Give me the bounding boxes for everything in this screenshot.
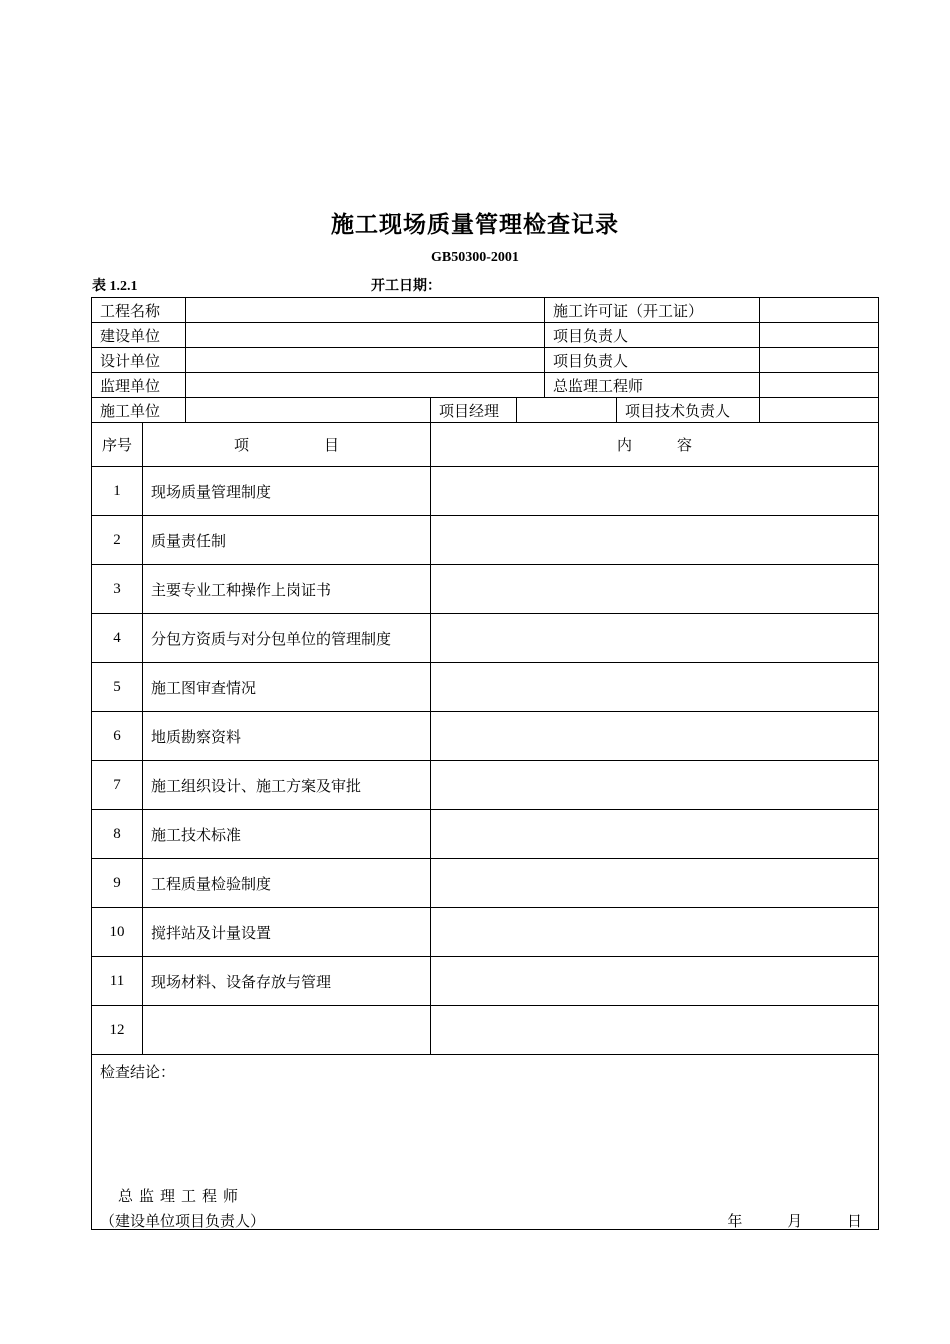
table-row — [92, 712, 879, 761]
day-label: 日 — [847, 1212, 863, 1230]
page-title: 施工现场质量管理检查记录 — [331, 211, 619, 238]
month-label: 月 — [787, 1212, 803, 1230]
item-number: 2 — [92, 516, 143, 565]
item-header: 项 目 — [143, 423, 431, 467]
signature-date — [687, 1210, 862, 1230]
table-row — [92, 467, 879, 516]
item-content[interactable] — [431, 614, 879, 663]
item-name: 地质勘察资料 — [143, 712, 431, 761]
inspection-table — [91, 297, 879, 1230]
builder-manager-label: 项目负责人 — [545, 323, 760, 348]
item-name: 现场材料、设备存放与管理 — [143, 957, 431, 1006]
contractor-label: 施工单位 — [92, 398, 186, 423]
project-name-label: 工程名称 — [92, 298, 186, 323]
builder-manager-value[interactable] — [760, 323, 879, 348]
supervisor-value[interactable] — [186, 373, 545, 398]
item-number: 1 — [92, 467, 143, 516]
item-content[interactable] — [431, 908, 879, 957]
standard-code: GB50300-2001 — [431, 250, 519, 265]
item-name: 分包方资质与对分包单位的管理制度 — [143, 614, 431, 663]
item-number: 6 — [92, 712, 143, 761]
item-name: 施工图审查情况 — [143, 663, 431, 712]
tech-manager-value[interactable] — [760, 398, 879, 423]
item-name: 搅拌站及计量设置 — [143, 908, 431, 957]
item-content[interactable] — [431, 859, 879, 908]
signer-note: （建设单位项目负责人） — [100, 1212, 266, 1230]
item-content[interactable] — [431, 516, 879, 565]
row-project-name — [92, 298, 879, 323]
conclusion-row — [92, 1055, 879, 1230]
table-row — [92, 908, 879, 957]
item-number: 5 — [92, 663, 143, 712]
row-contractor — [92, 398, 879, 423]
item-number: 4 — [92, 614, 143, 663]
conclusion-label: 检查结论： — [100, 1063, 176, 1081]
contractor-value[interactable] — [186, 398, 431, 423]
item-name: 施工组织设计、施工方案及审批 — [143, 761, 431, 810]
item-content[interactable] — [431, 810, 879, 859]
item-name: 主要专业工种操作上岗证书 — [143, 565, 431, 614]
item-number: 12 — [92, 1006, 143, 1055]
designer-manager-value[interactable] — [760, 348, 879, 373]
item-content[interactable] — [431, 1006, 879, 1055]
project-manager-label: 项目经理 — [431, 398, 517, 423]
item-name: 施工技术标准 — [143, 810, 431, 859]
table-row — [92, 1006, 879, 1055]
permit-label: 施工许可证（开工证） — [545, 298, 760, 323]
item-number: 10 — [92, 908, 143, 957]
designer-label: 设计单位 — [92, 348, 186, 373]
item-number: 8 — [92, 810, 143, 859]
table-row — [92, 859, 879, 908]
column-header-row — [92, 423, 879, 467]
project-name-value[interactable] — [186, 298, 545, 323]
item-content[interactable] — [431, 565, 879, 614]
conclusion-cell[interactable] — [92, 1055, 879, 1230]
table-row — [92, 957, 879, 1006]
item-content[interactable] — [431, 663, 879, 712]
supervisor-label: 监理单位 — [92, 373, 186, 398]
item-content[interactable] — [431, 467, 879, 516]
item-name: 质量责任制 — [143, 516, 431, 565]
signer-label: 总监理工程师 — [118, 1187, 245, 1205]
table-row — [92, 516, 879, 565]
table-row — [92, 663, 879, 712]
builder-label: 建设单位 — [92, 323, 186, 348]
chief-supervisor-value[interactable] — [760, 373, 879, 398]
chief-supervisor-label: 总监理工程师 — [545, 373, 760, 398]
designer-value[interactable] — [186, 348, 545, 373]
item-number: 11 — [92, 957, 143, 1006]
row-supervisor — [92, 373, 879, 398]
item-name: 工程质量检验制度 — [143, 859, 431, 908]
permit-value[interactable] — [760, 298, 879, 323]
year-label: 年 — [727, 1212, 743, 1230]
item-number: 7 — [92, 761, 143, 810]
builder-value[interactable] — [186, 323, 545, 348]
item-name: 现场质量管理制度 — [143, 467, 431, 516]
row-designer — [92, 348, 879, 373]
item-number: 9 — [92, 859, 143, 908]
table-row — [92, 810, 879, 859]
table-row — [92, 761, 879, 810]
designer-manager-label: 项目负责人 — [545, 348, 760, 373]
item-content[interactable] — [431, 712, 879, 761]
tech-manager-label: 项目技术负责人 — [617, 398, 760, 423]
content-header: 内 容 — [431, 423, 879, 467]
table-row — [92, 614, 879, 663]
item-content[interactable] — [431, 761, 879, 810]
start-date-label: 开工日期： — [371, 278, 441, 294]
item-name[interactable] — [143, 1006, 431, 1055]
seq-header: 序号 — [92, 423, 143, 467]
item-content[interactable] — [431, 957, 879, 1006]
item-number: 3 — [92, 565, 143, 614]
table-number: 表 1.2.1 — [92, 279, 138, 294]
table-row — [92, 565, 879, 614]
project-manager-value[interactable] — [517, 398, 617, 423]
row-builder — [92, 323, 879, 348]
